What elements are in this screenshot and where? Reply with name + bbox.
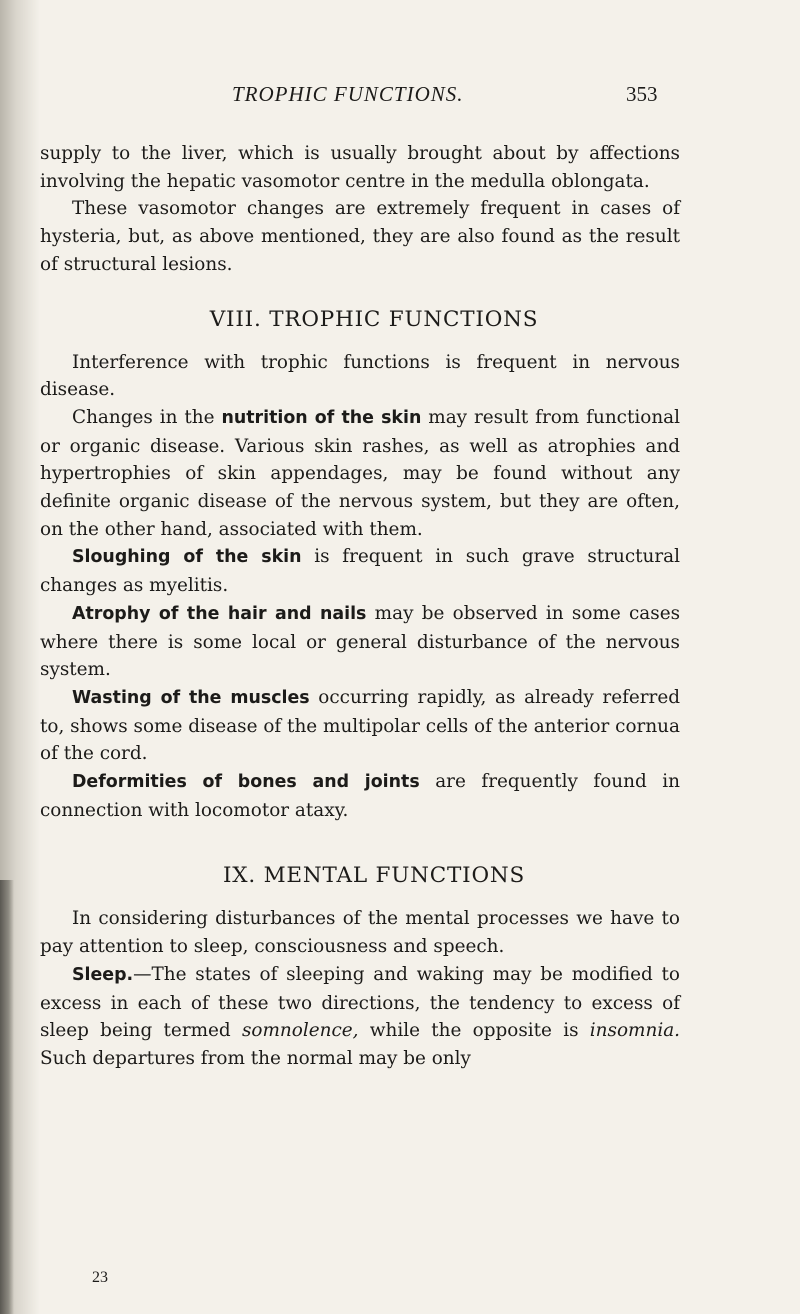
text-segment: while the opposite is (358, 1020, 590, 1042)
binding-edge (0, 880, 14, 1314)
text-segment: occurring rapidly, as already referred to, shows some disease of the multipolar cells of the anterior cornua of the cord. (40, 686, 681, 765)
paragraph-sleep (40, 961, 680, 1073)
text-segment: may result from functional or organic disease. Various skin rashes, as well as atrophies and hypertrophies of skin appendages, may be found without any definite organic disease of the nervous system, but they are often, on the other hand, associated with them. (40, 406, 681, 540)
section-heading-mental: IX. MENTAL FUNCTIONS (222, 863, 526, 889)
section-heading-trophic: VIII. TROPHIC FUNCTIONS (209, 306, 539, 332)
paragraph-skin-nutrition (40, 404, 680, 544)
italic-term-somnolence: somnolence, (241, 1020, 359, 1042)
bold-term-sloughing: Sloughing of the skin (72, 547, 302, 568)
text-segment: is frequent in such grave structural changes as myelitis. (40, 546, 681, 597)
running-title: TROPHIC FUNCTIONS. (232, 82, 464, 106)
paragraph-deformities (40, 768, 680, 824)
bold-term-atrophy: Atrophy of the hair and nails (72, 603, 367, 624)
bold-term-sleep: Sleep. (72, 964, 134, 985)
body-text (40, 140, 680, 1073)
text-segment: may be observed in some cases where there is some local or general disturbance of the nervous system. (40, 602, 681, 681)
paragraph-sloughing (40, 543, 680, 599)
text-segment: Changes in the (72, 406, 222, 428)
paragraph-liver: supply to the liver, which is usually brought about by affections involving the hepatic vasomotor centre in the medulla oblongata. (40, 143, 680, 192)
text-segment: are frequently found in connection with locomotor ataxy. (40, 771, 680, 821)
paragraph-mental-processes: In considering disturbances of the mental processes we have to pay attention to sleep, consciousness and speech. (40, 908, 680, 958)
text-segment: —The states of sleeping and waking may be modified to excess in each of these two directions, the tendency to excess of sleep being termed (40, 963, 680, 1042)
paragraph-interference: Interference with trophic functions is frequent in nervous disease. (40, 351, 680, 401)
bold-term-deformities: Deformities of bones and joints (72, 772, 420, 793)
signature-mark: 23 (92, 1269, 108, 1286)
paragraph-wasting (40, 684, 680, 768)
running-head (0, 82, 800, 112)
paragraph-vasomotor: These vasomotor changes are extremely frequent in cases of hysteria, but, as above mentioned, they are also found as the result of structural lesions. (40, 198, 680, 275)
text-segment: Such departures from the normal may be only (40, 1047, 471, 1069)
bold-term-nutrition: nutrition of the skin (221, 407, 422, 428)
page-number: 353 (626, 82, 658, 106)
paragraph-atrophy (40, 600, 680, 684)
italic-term-insomnia: insomnia. (589, 1020, 681, 1042)
bold-term-wasting: Wasting of the muscles (72, 687, 310, 708)
